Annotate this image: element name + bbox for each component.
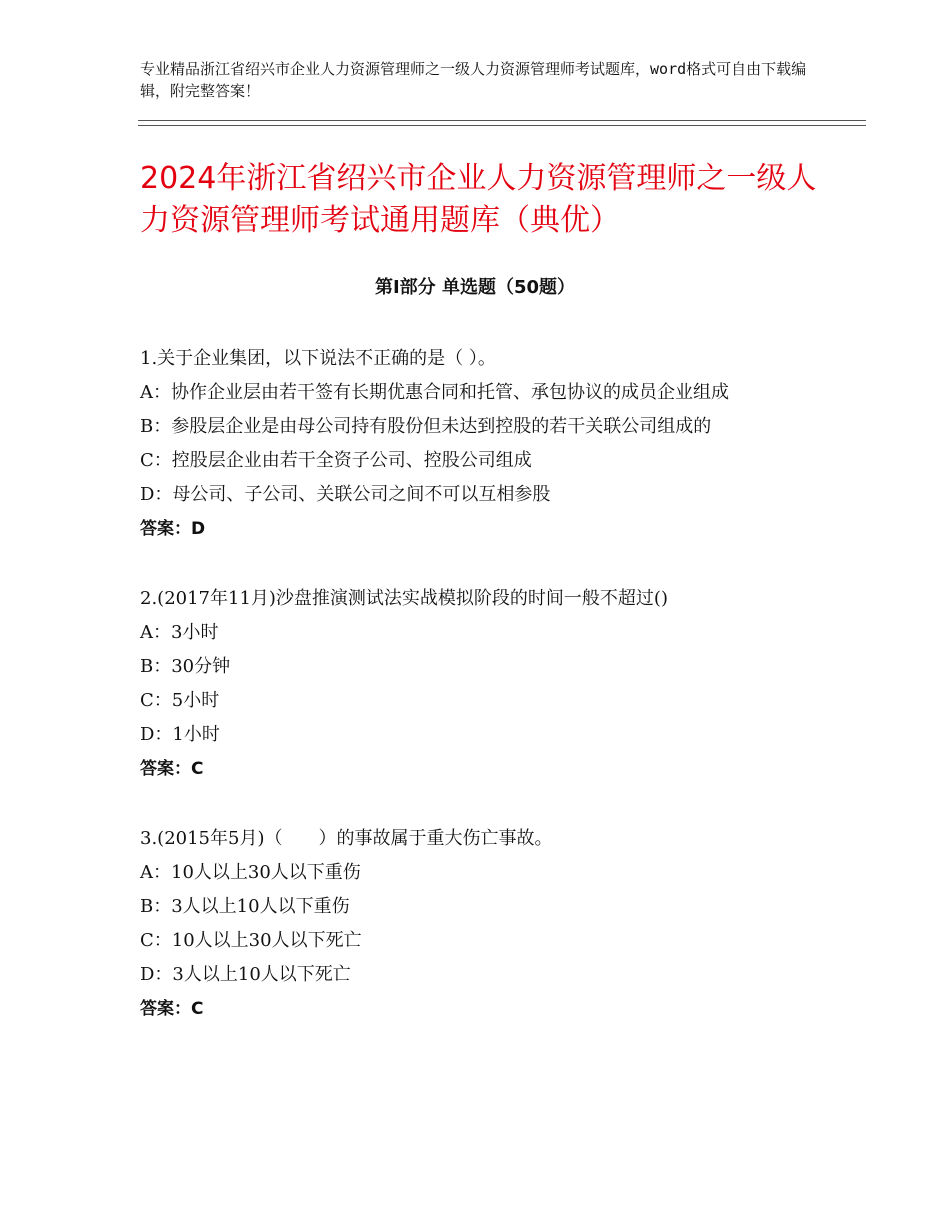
option-a: A：3小时	[140, 622, 219, 643]
header-divider	[138, 120, 866, 126]
document-title: 2024年浙江省绍兴市企业人力资源管理师之一级人力资源管理师考试通用题库（典优）	[140, 161, 817, 238]
option-b: B：参股层企业是由母公司持有股份但未达到控股的若干关联公司组成的	[140, 416, 712, 437]
question-stem: 2.(2017年11月)沙盘推演测试法实战模拟阶段的时间一般不超过()	[140, 588, 668, 609]
question-2	[140, 582, 810, 786]
option-a: A：协作企业层由若干签有长期优惠合同和托管、承包协议的成员企业组成	[140, 382, 729, 403]
question-stem: 1.关于企业集团，以下说法不正确的是（ ）。	[140, 348, 496, 369]
option-d: D：1小时	[140, 724, 220, 745]
option-d: D：母公司、子公司、关联公司之间不可以互相参股	[140, 484, 551, 505]
question-stem: 3.(2015年5月)（ ）的事故属于重大伤亡事故。	[140, 828, 553, 849]
question-1	[140, 342, 810, 546]
option-c: C：10人以上30人以下死亡	[140, 930, 362, 951]
section-heading: 第Ⅰ部分 单选题（50题）	[374, 277, 575, 298]
option-d: D：3人以上10人以下死亡	[140, 964, 351, 985]
answer: 答案：C	[140, 999, 204, 1019]
question-3	[140, 822, 810, 1026]
option-b: B：30分钟	[140, 656, 231, 677]
answer: 答案：D	[140, 519, 206, 539]
header-note: 专业精品浙江省绍兴市企业人力资源管理师之一级人力资源管理师考试题库，word格式可自由下载编辑，附完整答案！	[140, 60, 807, 100]
answer: 答案：C	[140, 759, 204, 779]
option-a: A：10人以上30人以下重伤	[140, 862, 361, 883]
option-c: C：5小时	[140, 690, 220, 711]
option-c: C：控股层企业由若干全资子公司、控股公司组成	[140, 450, 532, 471]
option-b: B：3人以上10人以下重伤	[140, 896, 350, 917]
question-list	[140, 342, 810, 1062]
